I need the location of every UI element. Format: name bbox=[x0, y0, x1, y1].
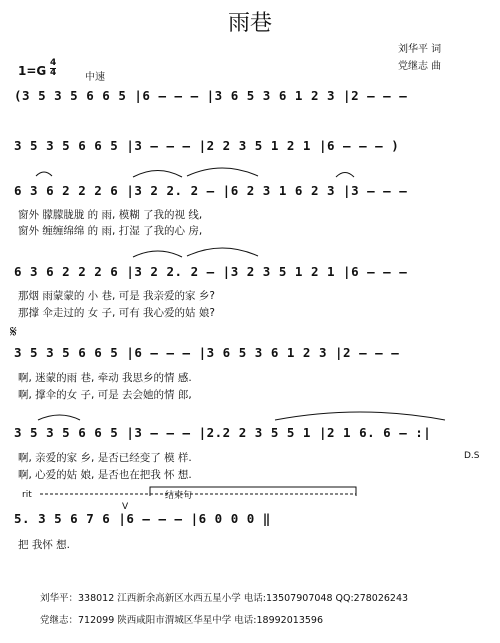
footer-contact-lyricist: 刘华平：338012 江西新余高新区水西五星小学 电话:13507907048 QQ:278026243 bbox=[40, 593, 409, 604]
score-line-7: 5. 3 5 6 7 6 |6 – – – |6 0 0 0 ‖ bbox=[14, 511, 271, 526]
ending-label: 结束句 bbox=[165, 491, 193, 501]
slur-mark bbox=[38, 415, 80, 420]
dal-segno-mark: D.S bbox=[464, 451, 480, 461]
lyric-line-3a: 窗外 朦朦胧胧 的 雨, 模糊 了我的视 线, bbox=[18, 209, 203, 221]
song-title: 雨巷 bbox=[227, 11, 272, 36]
lyric-line-5b: 啊, 撑伞的女 子, 可是 去会她的情 郎, bbox=[18, 389, 192, 401]
tempo-marking: 中速 bbox=[85, 72, 105, 83]
key-signature: 1=G bbox=[18, 64, 47, 78]
score-line-4: 6 3 6 2 2 2 6 |3 2 2. 2 – |3 2 3 5 1 2 1 |6 – – – bbox=[14, 264, 408, 279]
score-line-5: 3 5 3 5 6 6 5 |6 – – – |3 6 5 3 6 1 2 3 |2 – – – bbox=[14, 345, 400, 360]
score-line-3: 6 3 6 2 2 2 6 |3 2 2. 2 – |6 2 3 1 6 2 3 |3 – – – bbox=[14, 183, 408, 198]
slur-mark bbox=[275, 412, 445, 420]
lyric-line-7: 把 我怀 想. bbox=[18, 539, 71, 551]
slur-mark bbox=[336, 173, 354, 178]
slur-mark bbox=[133, 251, 182, 257]
slur-mark bbox=[187, 248, 258, 256]
composer-credit: 党继志 曲 bbox=[398, 61, 442, 72]
slur-mark bbox=[133, 171, 182, 178]
footer-contact-composer: 党继志：712099 陕西咸阳市渭城区华星中学 电话:18992013596 bbox=[40, 615, 323, 626]
lyric-line-3b: 窗外 缠缠绵绵 的 雨, 打湿 了我的心 房, bbox=[18, 225, 203, 237]
slur-mark bbox=[187, 168, 258, 176]
lyric-line-6b: 啊, 心爱的姑 娘, 是否也在把我 怀 想. bbox=[18, 469, 192, 481]
time-signature-bottom: 4 bbox=[50, 68, 57, 78]
breath-mark: V bbox=[122, 502, 129, 512]
lyric-line-4b: 那撑 伞走过的 女 子, 可有 我心爱的姑 娘? bbox=[18, 307, 215, 319]
slur-mark bbox=[36, 172, 52, 176]
lyric-line-5a: 啊, 迷蒙的雨 巷, 牵动 我思乡的情 感. bbox=[18, 372, 192, 384]
ritardando-mark: rit bbox=[22, 490, 32, 500]
segno-sign: 𝄋 bbox=[10, 322, 17, 341]
score-line-2: 3 5 3 5 6 6 5 |3 – – – |2 2 3 5 1 2 1 |6 – – – ) bbox=[14, 138, 400, 153]
ending-bracket bbox=[150, 487, 356, 496]
score-line-6: 3 5 3 5 6 6 5 |3 – – – |2.2 2 3 5 5 1 |2 1 6. 6 – :| bbox=[14, 425, 432, 440]
lyricist-credit: 刘华平 词 bbox=[398, 44, 442, 55]
score-line-1: (3 5 3 5 6 6 5 |6 – – – |3 6 5 3 6 1 2 3 |2 – – – bbox=[14, 88, 408, 103]
lyric-line-6a: 啊, 亲爱的家 乡, 是否已经变了 模 样. bbox=[18, 452, 192, 464]
time-signature-top: 4 bbox=[50, 58, 57, 68]
lyric-line-4a: 那烟 雨蒙蒙的 小 巷, 可是 我亲爱的家 乡? bbox=[18, 290, 215, 302]
